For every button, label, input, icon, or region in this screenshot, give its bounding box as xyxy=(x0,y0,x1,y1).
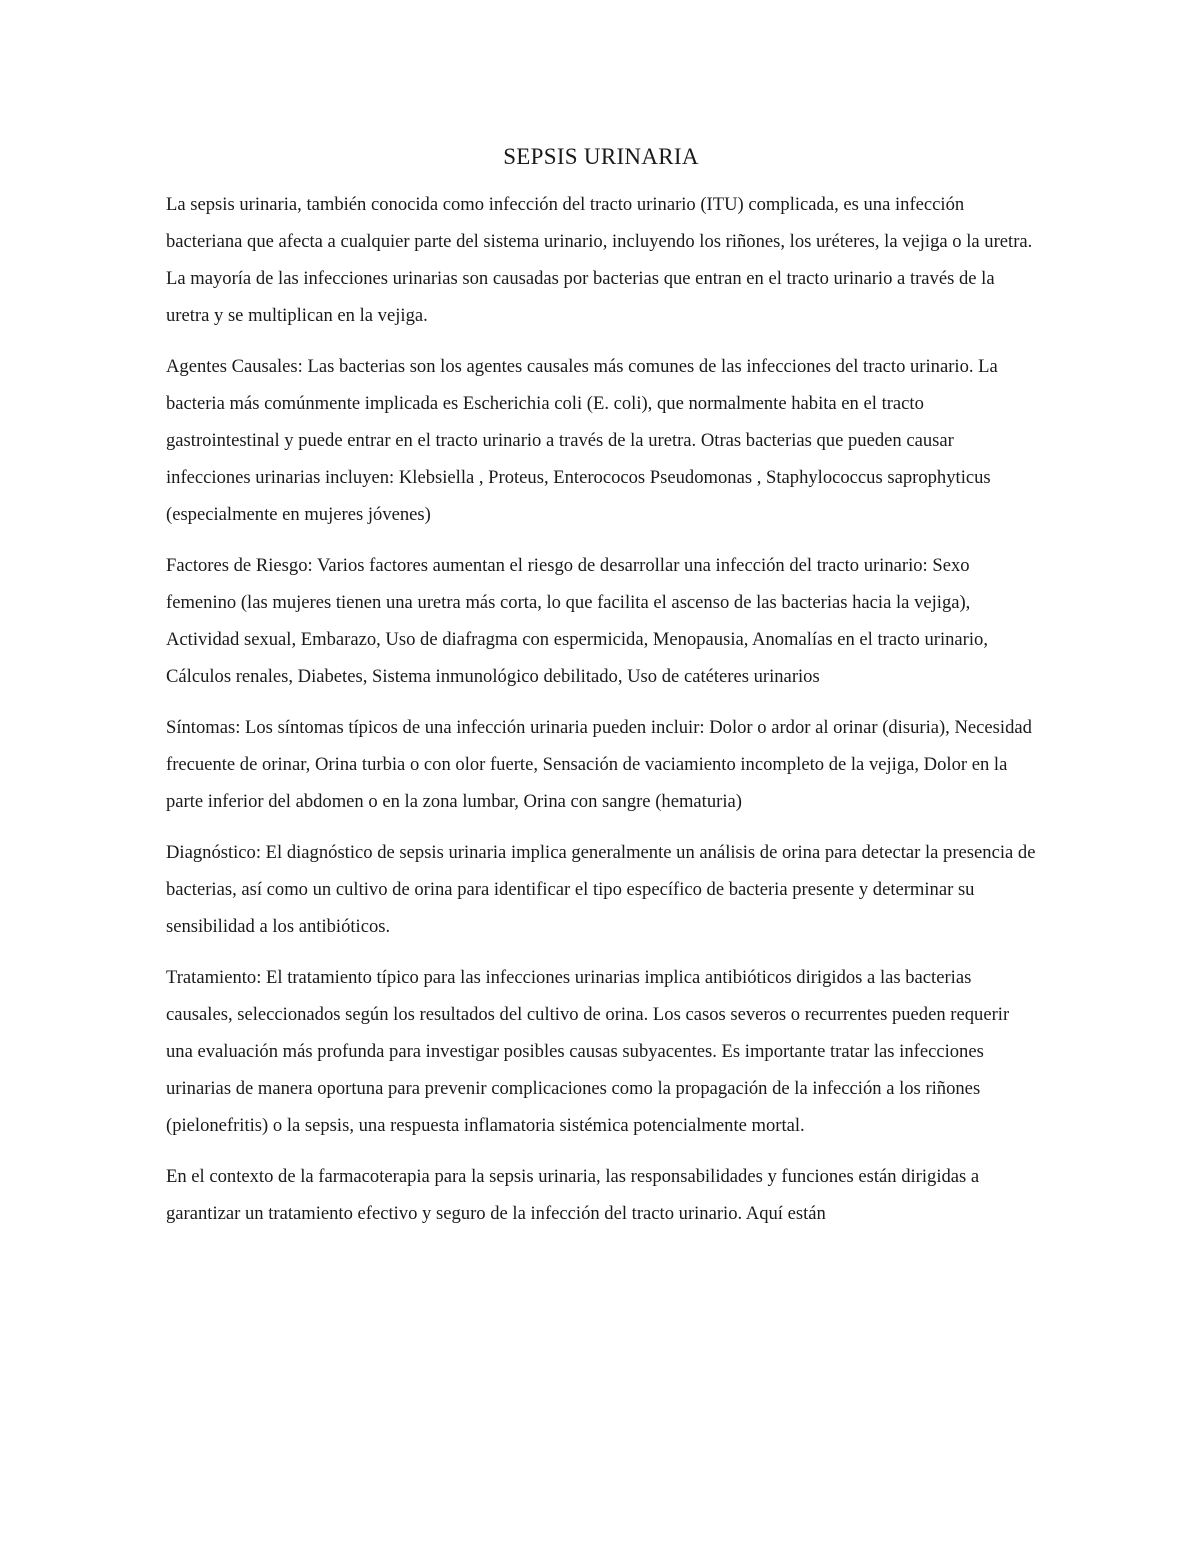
paragraph-intro: La sepsis urinaria, también conocida como infección del tracto urinario (ITU) complicada, es una infección bacteriana que afecta a cualquier parte del sistema urinario, incluyendo los riñones, los uréteres, la vejiga o la uretra. La mayoría de las infecciones urinarias son causadas por bacterias que entran en el tracto urinario a través de la uretra y se multiplican en la vejiga. xyxy=(166,194,1033,326)
paragraph-sintomas: Síntomas: Los síntomas típicos de una infección urinaria pueden incluir: Dolor o ardor al orinar (disuria), Necesidad frecuente de orinar, Orina turbia o con olor fuerte, Sensación de vaciamiento incompleto de la vejiga, Dolor en la parte inferior del abdomen o en la zona lumbar, Orina con sangre (hematuria) xyxy=(166,717,1032,812)
paragraph-agentes-causales: Agentes Causales: Las bacterias son los agentes causales más comunes de las infecciones del tracto urinario. La bacteria más comúnmente implicada es Escherichia coli (E. coli), que normalmente habita en el tracto gastrointestinal y puede entrar en el tracto urinario a través de la uretra. Otras bacterias que pueden causar infecciones urinarias incluyen: Klebsiella , Proteus, Enterococos Pseudomonas , Staphylococcus saprophyticus (especialmente en mujeres jóvenes) xyxy=(166,356,998,525)
paragraph-tratamiento: Tratamiento: El tratamiento típico para las infecciones urinarias implica antibióticos dirigidos a las bacterias causales, seleccionados según los resultados del cultivo de orina. Los casos severos o recurrentes pueden requerir una evaluación más profunda para investigar posibles causas subyacentes. Es importante tratar las infecciones urinarias de manera oportuna para prevenir complicaciones como la propagación de la infección a los riñones (pielonefritis) o la sepsis, una respuesta inflamatoria sistémica potencialmente mortal. xyxy=(166,967,1010,1136)
document-body xyxy=(166,140,1036,1246)
page-title: SEPSIS URINARIA xyxy=(503,144,699,169)
paragraph-factores-de-riesgo: Factores de Riesgo: Varios factores aumentan el riesgo de desarrollar una infección del tracto urinario: Sexo femenino (las mujeres tienen una uretra más corta, lo que facilita el ascenso de las bacterias hacia la vejiga), Actividad sexual, Embarazo, Uso de diafragma con espermicida, Menopausia, Anomalías en el tracto urinario, Cálculos renales, Diabetes, Sistema inmunológico debilitado, Uso de catéteres urinarios xyxy=(166,555,988,687)
paragraph-diagnostico: Diagnóstico: El diagnóstico de sepsis urinaria implica generalmente un análisis de orina para detectar la presencia de bacterias, así como un cultivo de orina para identificar el tipo específico de bacteria presente y determinar su sensibilidad a los antibióticos. xyxy=(166,842,1036,937)
paragraph-farmacoterapia: En el contexto de la farmacoterapia para la sepsis urinaria, las responsabilidades y funciones están dirigidas a garantizar un tratamiento efectivo y seguro de la infección del tracto urinario. Aquí están xyxy=(166,1166,980,1224)
